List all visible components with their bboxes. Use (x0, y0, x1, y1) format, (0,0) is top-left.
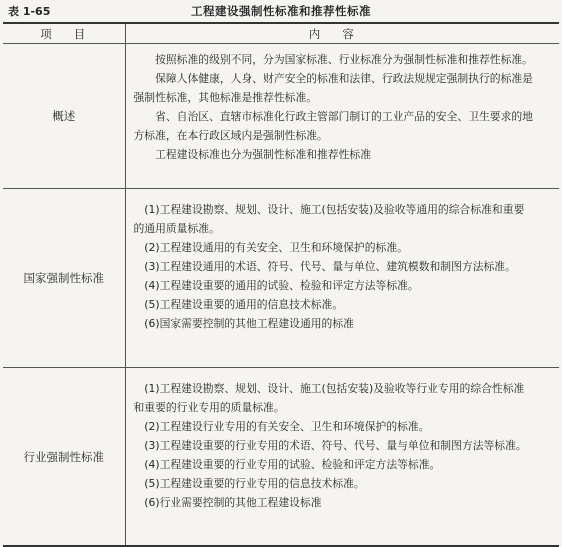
content-line: (5)工程建设重要的行业专用的信息技术标准。 (144, 477, 365, 490)
content-line: 省、自治区、直辖市标准化行政主管部门制订的工业产品的安全、卫生要求的地 (155, 110, 533, 123)
table-caption (0, 3, 562, 21)
content-line: (6)行业需要控制的其他工程建设标准 (144, 496, 322, 509)
table-row-overview (3, 44, 559, 189)
content-line: 的通用质量标准。 (133, 222, 220, 235)
standards-table (3, 22, 559, 547)
content-line: (4)工程建设重要的通用的试验、检验和评定方法等标准。 (144, 279, 419, 292)
row-label: 概述 (3, 44, 125, 189)
row-label: 行业强制性标准 (3, 368, 125, 547)
content-line: (1)工程建设勘察、规划、设计、施工(包括安装)及验收等通用的综合标准和重要 (144, 203, 525, 216)
content-line: (4)工程建设重要的行业专用的试验、检验和评定方法等标准。 (144, 458, 441, 471)
table-title: 工程建设强制性标准和推荐性标准 (191, 4, 371, 18)
row-content (125, 44, 559, 189)
table-row-national (3, 189, 559, 368)
table-row-industry (3, 368, 559, 547)
row-label: 国家强制性标准 (3, 189, 125, 368)
table-header-row (3, 23, 559, 44)
content-line: (6)国家需要控制的其他工程建设通用的标准 (144, 317, 354, 330)
row-content (125, 368, 559, 547)
content-line: (5)工程建设重要的通用的信息技术标准。 (144, 298, 344, 311)
content-line: (3)工程建设重要的行业专用的术语、符号、代号、量与单位和制图方法等标准。 (144, 439, 527, 452)
content-line: (3)工程建设通用的术语、符号、代号、量与单位、建筑模数和制图方法标准。 (144, 260, 516, 273)
content-line: 方标准，在本行政区域内是强制性标准。 (133, 129, 328, 142)
row-content (125, 189, 559, 368)
content-line: 保障人体健康，人身、财产安全的标准和法律、行政法规规定强制执行的标准是 (155, 72, 533, 85)
header-content: 内容 (125, 23, 559, 44)
content-line: 强制性标准，其他标准是推荐性标准。 (133, 91, 318, 104)
content-line: 和重要的行业专用的质量标准。 (133, 401, 285, 414)
content-line: (2)工程建设通用的有关安全、卫生和环境保护的标准。 (144, 241, 408, 254)
content-line: (1)工程建设勘察、规划、设计、施工(包括安装)及验收等行业专用的综合性标准 (144, 382, 525, 395)
header-item: 项目 (3, 23, 125, 44)
content-line: (2)工程建设行业专用的有关安全、卫生和环境保护的标准。 (144, 420, 430, 433)
table-number: 表 1-65 (8, 5, 51, 18)
content-line: 工程建设标准也分为强制性标准和推荐性标准 (155, 148, 372, 161)
content-line: 按照标准的级别不同，分为国家标准、行业标准分为强制性标准和推荐性标准。 (155, 53, 533, 66)
